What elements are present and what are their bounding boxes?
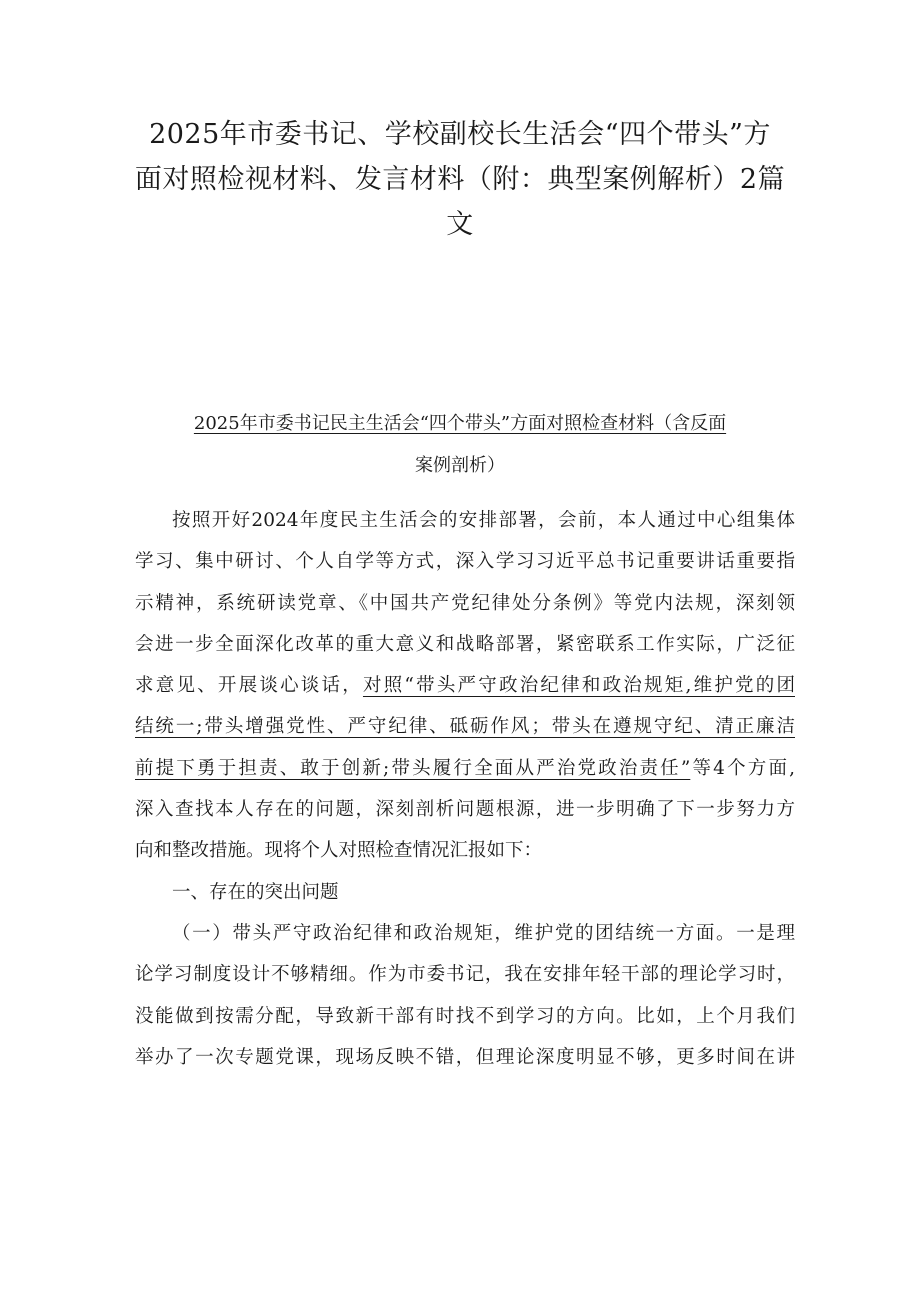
heading-text: 一、存在的突出问题 <box>172 881 339 903</box>
title-line: 2025年市委书记、学校副校长生活会“四个带头”方 <box>149 119 771 150</box>
text-segment: 等4个方面, <box>690 757 795 779</box>
text-line: 示精神，系统研读党章、《中国共产党纪律处分条例》等党内法规，深刻领 <box>135 592 795 614</box>
text-line <box>135 706 795 747</box>
paragraph-intro <box>135 500 795 872</box>
title-line: 面对照检视材料、发言材料（附：典型案例解析）2篇 <box>134 164 786 195</box>
underlined-text: 对照“带头严守政治纪律和政治规矩,维护党的团 <box>362 675 795 697</box>
section-heading <box>135 872 795 913</box>
text-line: 举办了一次专题党课，现场反映不错，但理论深度明显不够，更多时间在讲 <box>135 1046 795 1068</box>
text-line: 会进一步全面深化改革的重大意义和战略部署，紧密联系工作实际，广泛征 <box>135 633 795 655</box>
text-line: （一）带头严守政治纪律和政治规矩，维护党的团结统一方面。一是理 <box>172 922 795 944</box>
title-line: 文 <box>446 209 474 240</box>
text-line: 论学习制度设计不够精细。作为市委书记，我在安排年轻干部的理论学习时， <box>135 964 795 986</box>
document-title <box>120 112 800 247</box>
subtitle-line: 案例剖析） <box>415 455 505 476</box>
text-line: 没能做到按需分配，导致新干部有时找不到学习的方向。比如，上个月我们 <box>135 1005 795 1027</box>
text-segment: 求意见、开展谈心谈话， <box>135 675 363 697</box>
underlined-text: 前提下勇于担责、敢于创新;带头履行全面从严治党政治责任” <box>135 757 691 779</box>
underlined-text: 结统一;带头增强党性、严守纪律、砥砺作风；带头在遵规守纪、清正廉洁 <box>135 716 795 738</box>
paragraph-section1 <box>135 913 795 1078</box>
subtitle-line: 2025年市委书记民主生活会“四个带头”方面对照检查材料（含反面 <box>193 413 727 434</box>
text-line: 按照开好2024年度民主生活会的安排部署，会前，本人通过中心组集体 <box>172 510 795 531</box>
section-title <box>120 403 800 487</box>
text-line: 学习、集中研讨、个人自学等方式，深入学习习近平总书记重要讲话重要指 <box>135 551 795 573</box>
text-line <box>135 748 795 789</box>
text-line <box>135 665 795 706</box>
document-body <box>135 500 795 1078</box>
text-line: 深入查找本人存在的问题，深刻剖析问题根源，进一步明确了下一步努力方 <box>135 799 795 821</box>
text-line: 向和整改措施。现将个人对照检查情况汇报如下： <box>135 840 543 862</box>
